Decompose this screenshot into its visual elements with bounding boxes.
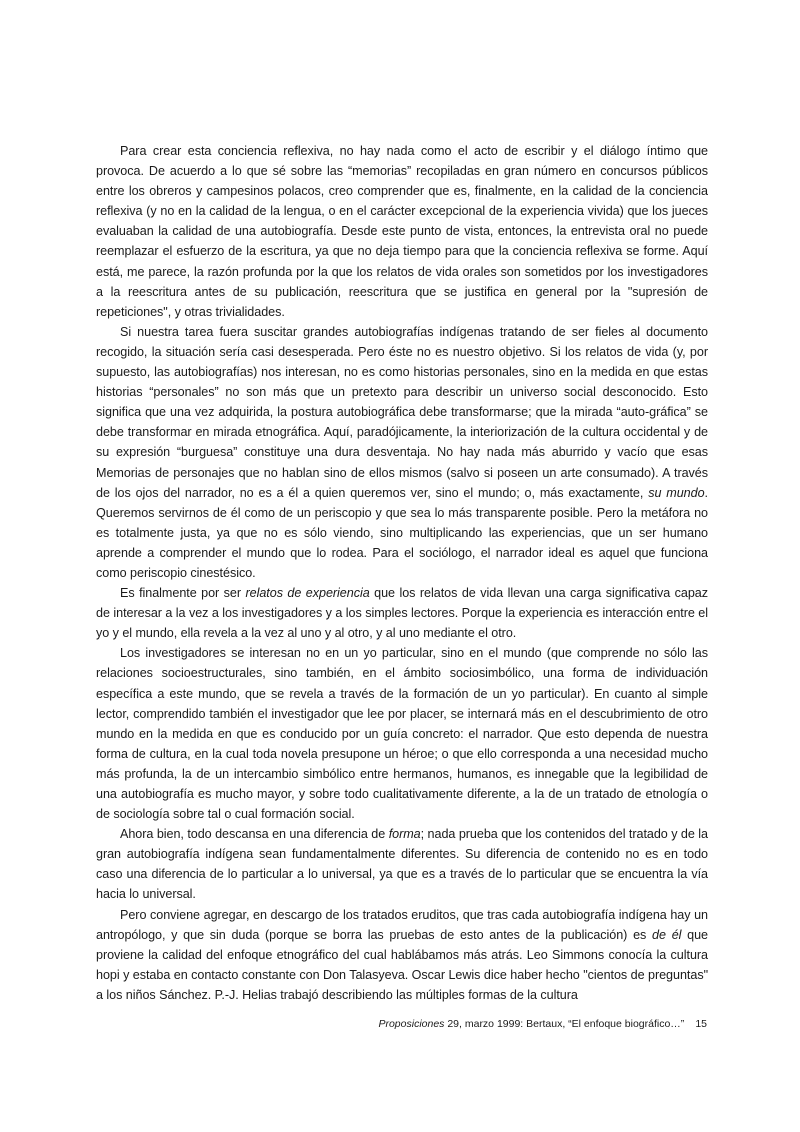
italic-text-run: de él xyxy=(652,927,682,942)
text-run: Si nuestra tarea fuera suscitar grandes autobiografías indígenas tratando de ser fieles al documento recogido, la situación sería casi desesperada. Pero éste no es nuestro objetivo. Si los relatos de vida (y, por supuesto, las autobiografías) nos interesan, no es como historias personales, sino en la medida en que estas historias “personales” no son más que un pretexto para describir un universo social desconocido. Esto significa que una vez adquirida, la postura autobiográfica debe transformarse; que la mirada “auto-gráfica” se debe transformar en mirada etnográfica. Aquí, paradójicamente, la interiorización de la cultura occidental y de su expresión “burguesa” constituye una dura desventaja. No hay nada más aburrido y vacío que esas Memorias de personajes que no hablan sino de ellos mismos (salvo si poseen un arte consumado). A través de los ojos del narrador, no es a él a quien queremos ver, sino el mundo; o, más exactamente, xyxy=(96,324,708,500)
text-run: Es finalmente por ser xyxy=(120,586,246,601)
footer-citation: 29, marzo 1999: Bertaux, “El enfoque biográfico…” xyxy=(444,1018,685,1030)
paragraph xyxy=(96,905,708,1005)
paragraph xyxy=(96,322,708,583)
text-run: que proviene la calidad del enfoque etnográfico del cual hablábamos más atrás. Leo Simmons conocía la cultura hopi y estaba en contacto constante con Don Talasyeva. Oscar Lewis dice haber hecho "cientos de preguntas" a los niños Sánchez. P.-J. Helias trabajó describiendo las múltiples formas de la cultura xyxy=(96,927,709,1002)
italic-text-run: relatos de experiencia xyxy=(245,586,370,601)
paragraph xyxy=(96,583,708,643)
page-number: 15 xyxy=(695,1018,707,1030)
text-run: que los relatos de vida llevan una carga significativa capaz de interesar a la vez a los investigadores y a los simples lectores. Porque la experiencia es interacción entre el yo y el mundo, ella revela a la vez al uno y al otro, y al uno mediante el otro. xyxy=(96,586,708,641)
italic-text-run: su mundo xyxy=(648,485,705,500)
text-run: Para crear esta conciencia reflexiva, no hay nada como el acto de escribir y el diálogo íntimo que provoca. De acuerdo a lo que sé sobre las “memorias” recopiladas en gran número en concursos públicos entre los obreros y campesinos polacos, creo comprender que es, finalmente, en la calidad de la conciencia reflexiva (y no en la calidad de la lengua, o en el carácter excepcional de la experiencia vivida) que los jueces evaluaban la calidad de una autobiografía. Desde este punto de vista, entonces, la entrevista oral no puede reemplazar el esfuerzo de la escritura, ya que no deja tiempo para que la conciencia reflexiva se forme. Aquí está, me parece, la razón profunda por la que los relatos de vida orales son sometidos por los investigadores a la reescritura antes de su publicación, reescritura que se justifica en general por la "supresión de repeticiones", y otras trivialidades. xyxy=(96,144,708,319)
paragraph xyxy=(96,824,708,904)
italic-text-run: forma xyxy=(388,827,421,842)
text-run: Ahora bien, todo descansa en una diferencia de xyxy=(120,827,389,842)
text-run: Pero conviene agregar, en descargo de los tratados eruditos, que tras cada autobiografía indígena hay un antropólogo, y que sin duda (porque se borra las pruebas de esto antes de la publicación) es xyxy=(96,907,708,942)
paragraph xyxy=(96,643,708,824)
text-run: . Queremos servirnos de él como de un periscopio y que sea lo más transparente posible. Pero la metáfora no es totalmente justa, ya que no es sólo viendo, sino multiplicando las experiencias, que un ser humano aprende a comprender el mundo que lo rodea. Para el sociólogo, el narrador ideal es aquel que funciona como periscopio cinestésico. xyxy=(96,485,708,580)
body-text xyxy=(96,141,708,1005)
text-run: ; nada prueba que los contenidos del tratado y de la gran autobiografía indígena sean fundamentalmente diferentes. Su diferencia de contenido no es en todo caso una diferencia de lo particular a lo universal, ya que es a través de lo particular que se encuentra la vía hacia lo universal. xyxy=(96,827,708,902)
text-run: Los investigadores se interesan no en un yo particular, sino en el mundo (que comprende no sólo las relaciones socioestructurales, sino también, en el ámbito sociosimbólico, una forma de individuación específica a este mundo, que se revela a través de la formación de un yo particular). En cuanto al simple lector, comprendido también el investigador que lee por placer, se internará más en el descubrimiento de otro mundo en la medida en que es conducido por un guía concreto: el narrador. Que esto dependa de nuestra forma de cultura, en la cual toda novela presupone un héroe; o que ello corresponda a una necesidad mucho más profunda, la de un intercambio simbólico entre hermanos, humanos, es innegable que la legibilidad de una autobiografía es mucho mayor, y sobre todo cualitativamente diferente, a la de un tratado de etnología o de sociología sobre tal o cual formación social. xyxy=(96,646,708,822)
paragraph xyxy=(96,141,708,322)
footer-journal-name: Proposiciones xyxy=(378,1018,445,1030)
page-footer xyxy=(378,1017,707,1031)
